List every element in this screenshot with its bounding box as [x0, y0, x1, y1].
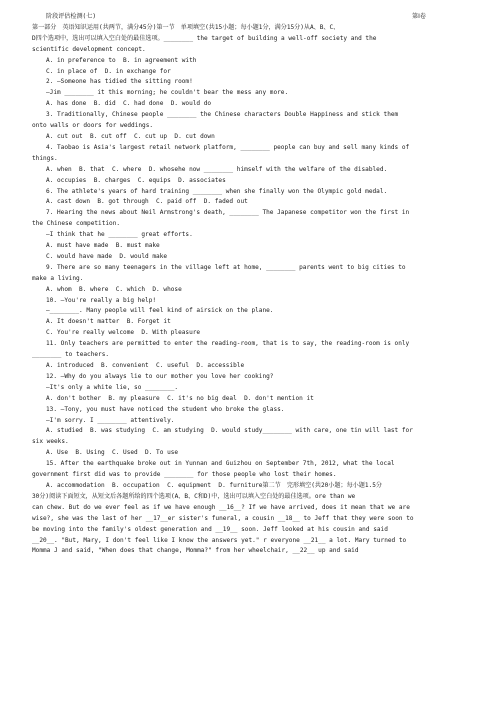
volume-label: 第Ⅰ卷: [412, 13, 426, 20]
text-line: C. You're really welcome D. With pleasure: [46, 329, 201, 337]
text-line: A. must have made B. must make: [46, 242, 160, 250]
text-line: A. in preference to B. in agreement with: [46, 56, 197, 64]
document-body: [32, 23, 472, 557]
text-line: __20__. "But, Mary, I don't feel like I know the answers yet." r everyone __21__ a lot. Mary turned to: [32, 536, 407, 544]
text-line: 6. The athlete's years of hard training ________ when she finally won the Olympic gold medal.: [46, 187, 388, 195]
text-line: 12. —Why do you always lie to our mother you love her cooking?: [46, 372, 274, 380]
text-line: scientific development concept.: [32, 45, 146, 53]
text-line: be moving into the family's oldest generation and __19__ soon. Jeff looked at his cousin and said: [32, 525, 388, 533]
text-line: —It's only a white lie, so ________.: [46, 383, 179, 391]
text-line: 30分)阅读下面短文，从短文后各题所给的四个选项(A、B、C和D)中，选出可以填入空白处的最佳选项。ore than we: [32, 492, 356, 500]
text-line: 2. —Someone has tidied the sitting room!: [46, 78, 193, 86]
text-line: ________ to teachers.: [32, 351, 110, 359]
text-line: D四个选项中，选出可以填入空白处的最佳选项。________ the target of building a well-off society and the: [32, 34, 377, 42]
text-line: —I'm sorry. I ________ attentively.: [46, 416, 175, 424]
page-header: [32, 12, 472, 23]
text-line: A. accommodation B. occupation C. equipment D. furniture第二节 完形填空(共20小题；每小题1.5分: [46, 481, 382, 489]
text-line: 10. —You're really a big help!: [46, 296, 157, 304]
text-line: Momma J and said, "When does that change, Momma?" from her wheelchair, __22__ up and said: [32, 547, 359, 555]
text-line: A. introduced B. convenient C. useful D. accessible: [46, 362, 245, 369]
text-line: A. don't bother B. my pleasure C. it's no big deal D. don't mention it: [46, 394, 314, 402]
text-line: 13. —Tony, you must have noticed the student who broke the glass.: [46, 405, 285, 413]
text-line: government first did was to provide ________ for those people who lost their homes.: [32, 471, 337, 479]
text-line: —I think that he ________ great efforts.: [46, 231, 193, 239]
text-line: A. studied B. was studying C. am studying D. would study________ with care, one tin will last for: [46, 427, 413, 435]
text-line: wise?, she was the last of her __17__er sister's funeral, a cousin __18__ to Jeff that they were soon to: [32, 514, 414, 522]
text-line: —________. Many people will feel kind of airsick on the plane.: [46, 307, 274, 315]
text-line: 7. Hearing the news about Neil Armstrong's death, ________ The Japanese competitor won the first in: [46, 209, 410, 217]
text-line: the Chinese competition.: [32, 220, 121, 228]
text-line: A. cut out B. cut off C. cut up D. cut down: [46, 132, 215, 140]
text-line: A. whom B. where C. which D. whose: [46, 285, 182, 293]
text-line: 9. There are so many teenagers in the village left at home, ________ parents went to big cities to: [46, 263, 406, 271]
text-line: C. in place of D. in exchange for: [46, 67, 171, 75]
text-line: A. Use B. Using C. Used D. To use: [46, 449, 179, 457]
text-line: 15. After the earthquake broke out in Yunnan and Guizhou on September 7th, 2012, what the local: [46, 460, 395, 468]
text-line: A. has done B. did C. had done D. would do: [46, 100, 212, 108]
text-line: A. occupies B. charges C. equips D. associates: [46, 176, 226, 184]
text-line: make a living.: [32, 274, 84, 282]
text-line: A. when B. that C. where D. whosehe now ________ himself with the welfare of the disabled.: [46, 165, 388, 173]
text-line: 第一部分 英语知识运用(共两节，满分45分)第一节 单项填空(共15小题；每小题1分，满分15分)从A、B、C、: [32, 23, 340, 31]
text-line: C. would have made D. would make: [46, 252, 168, 260]
text-line: 11. Only teachers are permitted to enter the reading-room, that is to say, the reading-room is only: [46, 340, 410, 348]
text-line: —Jim ________ it this morning; he couldn't bear the mess any more.: [46, 89, 289, 97]
text-line: six weeks.: [32, 438, 69, 446]
document-title: 阶段评估检测(七): [46, 13, 96, 20]
text-line: onto walls or doors for weddings.: [32, 122, 154, 130]
text-line: A. It doesn't matter B. Forget it: [46, 318, 171, 326]
text-line: 4. Taobao is Asia's largest retail network platform, ________ people can buy and sell many kinds of: [46, 143, 410, 151]
text-line: can chew. But do we ever feel as if we have enough __16__? If we have arrived, does it mean that we are: [32, 503, 410, 511]
text-line: things.: [32, 154, 58, 162]
text-line: 3. Traditionally, Chinese people ________ the Chinese characters Double Happiness and stick them: [46, 111, 399, 119]
text-line: A. cast down B. got through C. paid off D. faded out: [46, 198, 248, 206]
